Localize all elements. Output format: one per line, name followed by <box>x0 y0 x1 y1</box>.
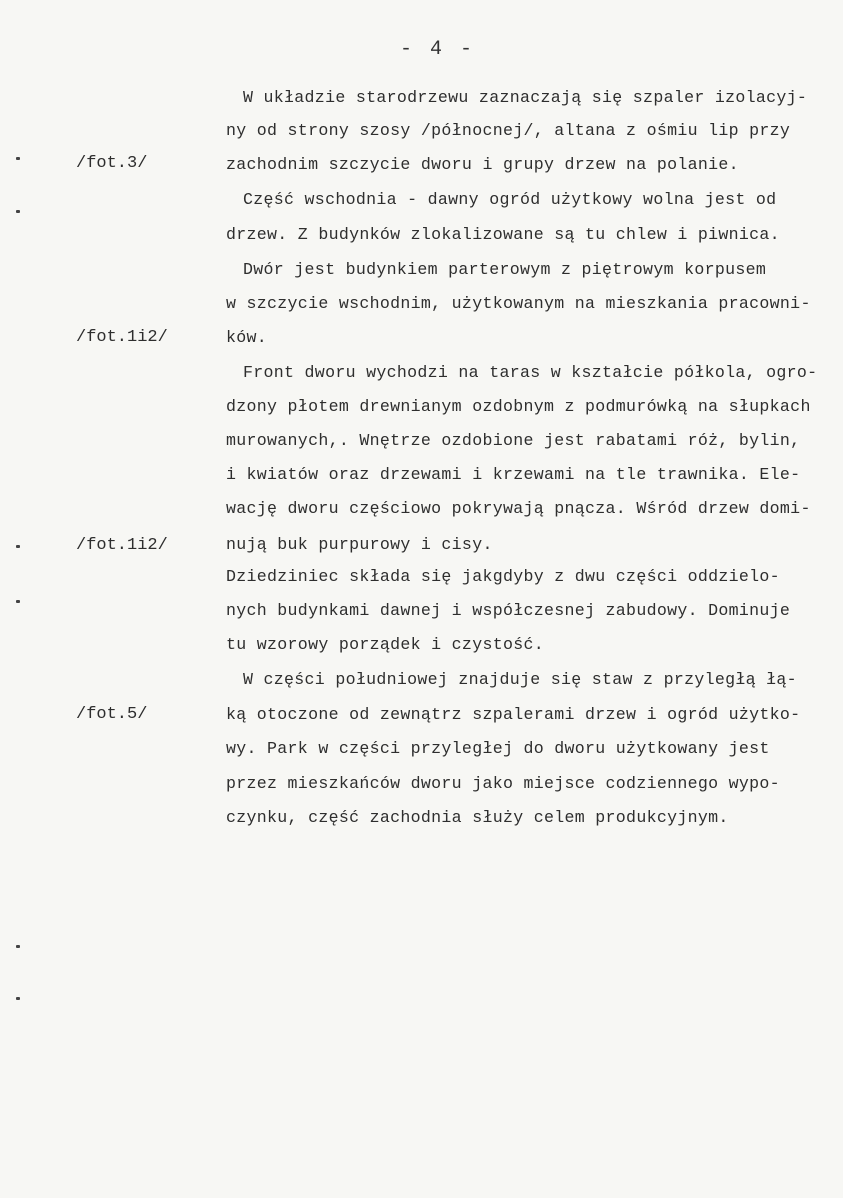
body-line: i kwiatów oraz drzewami i krzewami na tle trawnika. Ele- <box>226 465 801 484</box>
body-line: Dziedziniec składa się jakgdyby z dwu części oddzielo- <box>226 567 780 586</box>
body-line: ny od strony szosy /północnej/, altana z ośmiu lip przy <box>226 121 791 140</box>
margin-speck <box>16 545 20 548</box>
body-line: czynku, część zachodnia służy celem produkcyjnym. <box>226 808 729 827</box>
margin-speck <box>16 997 20 1000</box>
body-line: W układzie starodrzewu zaznaczają się szpaler izolacyj- <box>243 88 808 107</box>
margin-speck <box>16 210 20 213</box>
margin-speck <box>16 600 20 603</box>
body-line: ków. <box>226 328 268 347</box>
margin-note-fot-1i2-a: /fot.1i2/ <box>76 328 168 347</box>
body-line: w szczycie wschodnim, użytkowanym na mieszkania pracowni- <box>226 294 811 313</box>
margin-note-fot-1i2-b: /fot.1i2/ <box>76 536 168 555</box>
body-line: dzony płotem drewnianym ozdobnym z podmurówką na słupkach <box>226 397 811 416</box>
body-line: przez mieszkańców dworu jako miejsce codziennego wypo- <box>226 774 780 793</box>
body-line: wację dworu częściowo pokrywają pnącza. Wśród drzew domi- <box>226 499 811 518</box>
body-line: nują buk purpurowy i cisy. <box>226 535 493 554</box>
body-line: W części południowej znajduje się staw z przyległą łą- <box>243 670 797 689</box>
body-line: Front dworu wychodzi na taras w kształcie półkola, ogro- <box>243 363 818 382</box>
body-line: tu wzorowy porządek i czystość. <box>226 635 544 654</box>
body-line: wy. Park w części przyległej do dworu użytkowany jest <box>226 739 770 758</box>
body-line: murowanych,. Wnętrze ozdobione jest rabatami róż, bylin, <box>226 431 801 450</box>
margin-speck <box>16 945 20 948</box>
margin-note-fot-3: /fot.3/ <box>76 154 148 173</box>
margin-note-fot-5: /fot.5/ <box>76 705 148 724</box>
page-number: - 4 - <box>400 38 476 61</box>
body-line: zachodnim szczycie dworu i grupy drzew na polanie. <box>226 155 739 174</box>
body-line: drzew. Z budynków zlokalizowane są tu chlew i piwnica. <box>226 225 780 244</box>
body-line: Dwór jest budynkiem parterowym z piętrowym korpusem <box>243 260 767 279</box>
body-line: Część wschodnia - dawny ogród użytkowy wolna jest od <box>243 190 777 209</box>
body-line: ką otoczone od zewnątrz szpalerami drzew i ogród użytko- <box>226 705 801 724</box>
margin-speck <box>16 157 20 160</box>
body-line: nych budynkami dawnej i współczesnej zabudowy. Dominuje <box>226 601 791 620</box>
